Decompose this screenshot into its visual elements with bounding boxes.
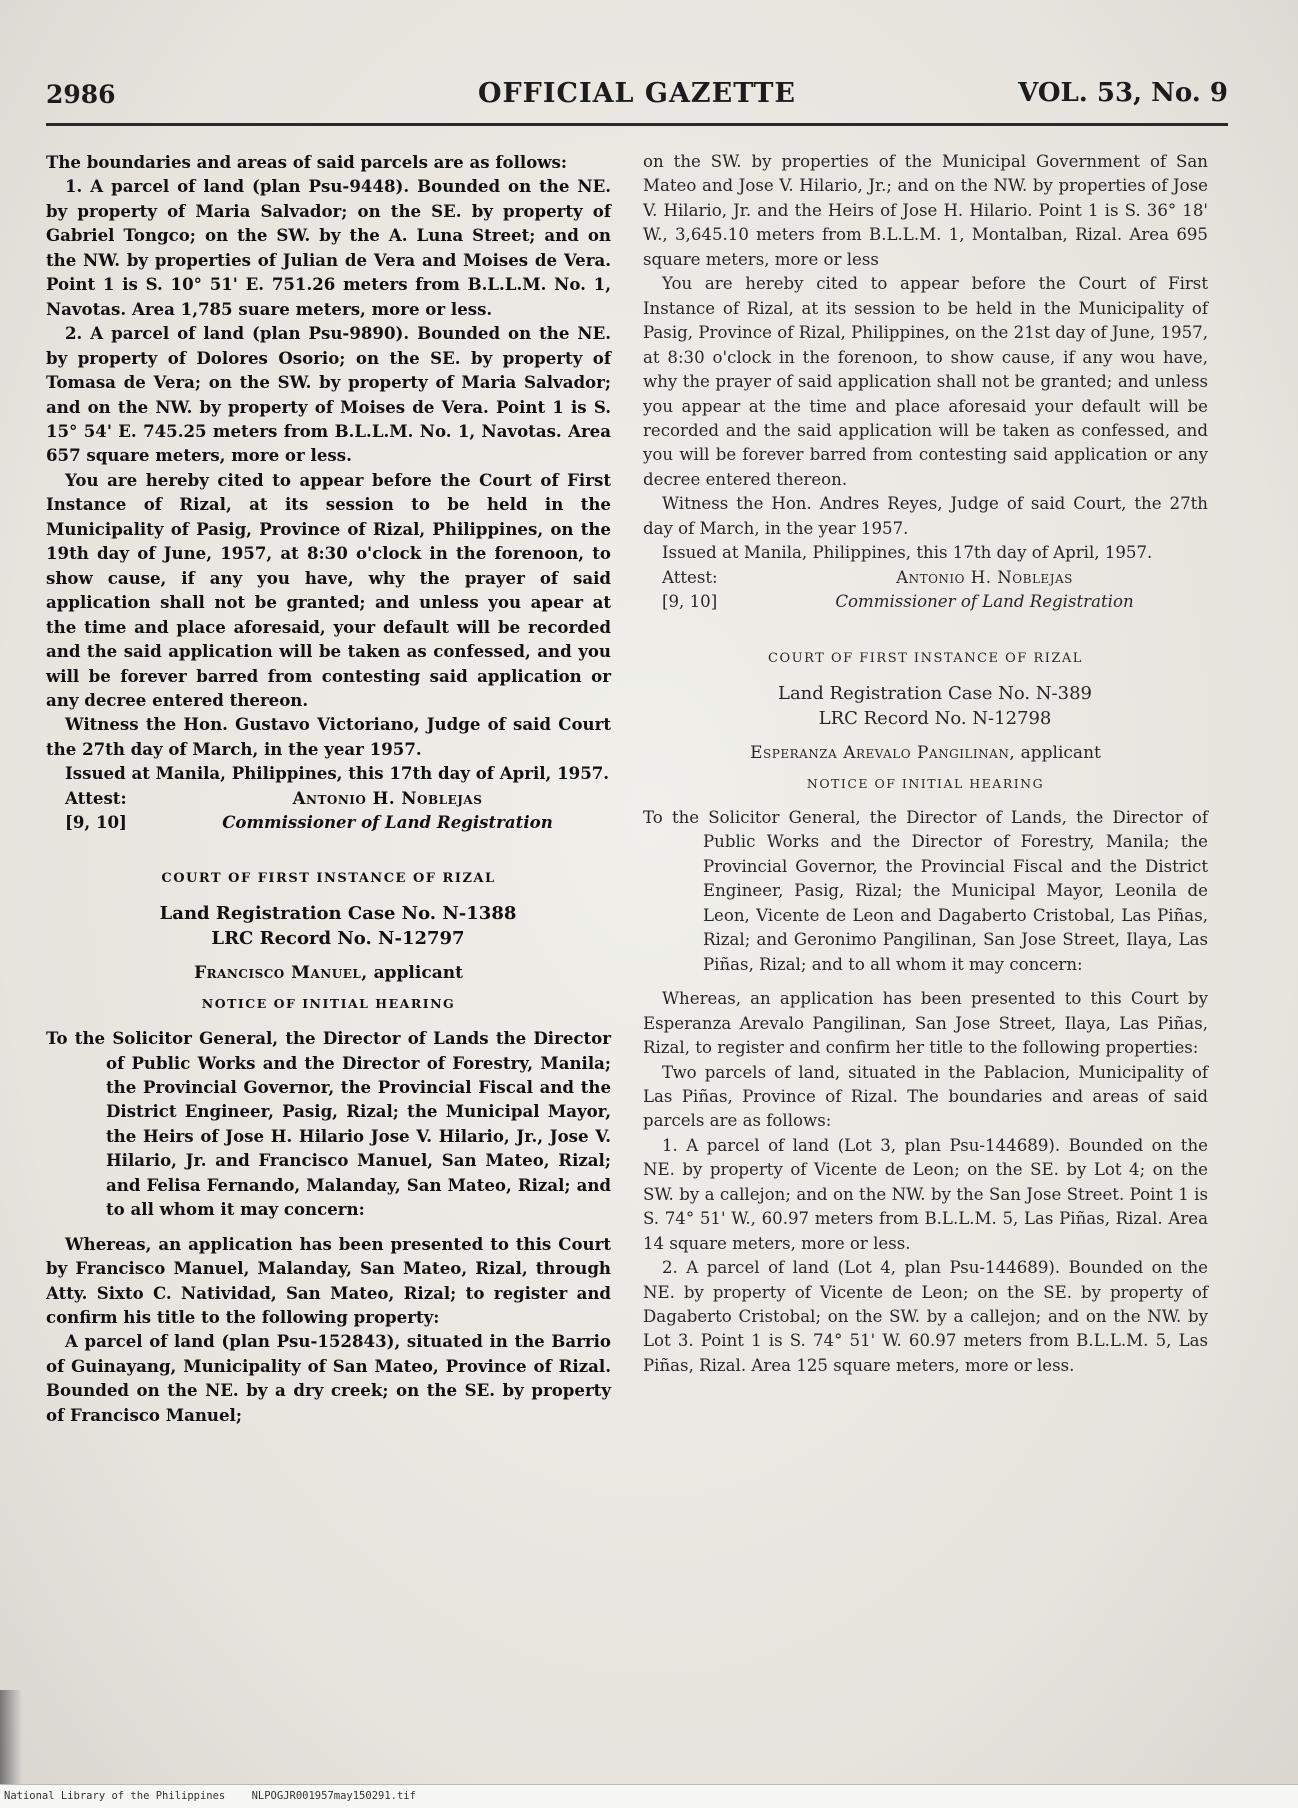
header-rule <box>46 123 1228 126</box>
paragraph: You are hereby cited to appear before the Court of First Instance of Rizal, at its session to be held in the Municipality of Pasig, Province of Rizal, Philippines, on the 19th day of June, 1957, at 8:30 o'clock in the forenoon, to show cause, if any you have, why the prayer of said application shall not be granted; and unless you apear at the time and place aforesaid, your default will be recorded and the said application will be taken as confessed, and you will be forever barred from contesting said application or any decree entered thereon. <box>46 469 611 710</box>
case-number: Land Registration Case No. N-389 <box>778 683 1092 705</box>
scan-edge-shadow <box>0 1690 22 1784</box>
notice-heading: NOTICE OF INITIAL HEARING <box>201 995 456 1011</box>
commissioner-title: Commissioner of Land Registration <box>835 592 1134 612</box>
paragraph: Witness the Hon. Andres Reyes, Judge of said Court, the 27th day of March, in the year 1957. <box>643 494 1208 538</box>
paragraph: on the SW. by properties of the Municipal Government of San Mateo and Jose V. Hilario, Jr.; and on the NW. by properties of Jose V. Hilario, Jr. and the Heirs of Jose H. Hilario. Point 1 is S. 36° 18' W., 3,645.10 meters from B.L.L.M. 1, Montalban, Rizal. Area 695 square meters, more or less <box>643 152 1208 269</box>
issue-reference: [9, 10] <box>65 812 127 833</box>
attest-label: Attest: <box>65 787 127 808</box>
addressees: To the Solicitor General, the Director of Lands the Director of Public Works and the Director of Forestry, Manila; the Provincial Governor, the Provincial Fiscal and the District Engineer, Pasig, Rizal; the Municipal Mayor, the Heirs of Jose H. Hilario Jose V. Hilario, Jr., Jose V. Hilario, Jr. and Francisco Manuel, San Mateo, Rizal; and Felisa Fernando, Malanday, San Mateo, Rizal; and to all whom it may concern: <box>46 1028 611 1220</box>
paragraph: 2. A parcel of land (Lot 4, plan Psu-144689). Bounded on the NE. by property of Vicente de Leon; on the SE. by property of Dagaberto Cristobal; on the SW. by a callejon; and on the NW. by Lot 3. Point 1 is S. 74° 51' W. 60.97 meters from B.L.L.M. 5, Las Piñas, Rizal. Area 125 square meters, more or less. <box>643 1258 1208 1375</box>
paragraph: Whereas, an application has been presented to this Court by Esperanza Arevalo Pangilinan, San Jose Street, Ilaya, Las Piñas, Rizal, to register and confirm her title to the following properties: <box>643 989 1208 1058</box>
applicant-line <box>643 741 1208 765</box>
paragraph: Witness the Hon. Gustavo Victoriano, Judge of said Court the 27th day of March, in the year 1957. <box>46 714 611 759</box>
paragraph: 1. A parcel of land (Lot 3, plan Psu-144689). Bounded on the NE. by property of Vicente de Leon; on the SE. by Lot 4; on the SW. by a callejon; and on the NW. by the San Jose Street. Point 1 is S. 74° 51' W., 60.97 meters from B.L.L.M. 5, Las Piñas, Rizal. Area 14 square meters, more or less. <box>643 1135 1208 1253</box>
paragraph: 1. A parcel of land (plan Psu-9448). Bounded on the NE. by property of Maria Salvador; on the SE. by property of Gabriel Tongco; on the SW. by the A. Luna Street; and on the NW. by properties of Julian de Vera and Moises de Vera. Point 1 is S. 10° 51' E. 751.26 meters from B.L.L.M. No. 1, Navotas. Area 1,785 suare meters, more or less. <box>46 176 611 319</box>
applicant-suffix: applicant <box>1015 743 1101 764</box>
attest-line <box>643 566 1208 590</box>
footer-file: NLPOGJR001957may150291.tif <box>251 1790 416 1802</box>
notice-heading: NOTICE OF INITIAL HEARING <box>806 775 1045 791</box>
court-heading: COURT OF FIRST INSTANCE OF RIZAL <box>768 650 1083 666</box>
applicant-name: Esperanza Arevalo Pangilinan, <box>750 743 1016 764</box>
applicant-name: Francisco Manuel, <box>194 963 368 984</box>
applicant-line <box>46 961 611 985</box>
paragraph: Issued at Manila, Philippines, this 17th day of April, 1957. <box>65 763 610 784</box>
lrc-record: LRC Record No. N-12798 <box>818 708 1052 730</box>
attest-name: Antonio H. Noblejas <box>292 787 483 808</box>
publication-title: OFFICIAL GAZETTE <box>477 78 797 109</box>
page-number: 2986 <box>46 80 116 109</box>
commissioner-line <box>46 810 611 834</box>
footer-source: National Library of the Philippines <box>4 1790 226 1802</box>
paragraph: Whereas, an application has been presented to this Court by Francisco Manuel, Malanday, San Mateo, Rizal, through Atty. Sixto C. Natividad, San Mateo, Rizal; to register and confirm his title to the following property: <box>46 1233 611 1328</box>
commissioner-line <box>643 590 1208 614</box>
page-header <box>46 70 1228 118</box>
issue-reference: [9, 10] <box>662 592 718 612</box>
attest-line <box>46 786 611 810</box>
scan-footer <box>0 1784 1298 1808</box>
addressees: To the Solicitor General, the Director of Lands, the Director of Public Works and the Director of Forestry, Manila; the Provincial Governor, the Provincial Fiscal and the District Engineer, Pasig, Rizal; the Municipal Mayor, Leonila de Leon, Vicente de Leon and Dagaberto Cristobal, Las Piñas, Rizal; and Geronimo Pangilinan, San Jose Street, Ilaya, Las Piñas, Rizal; and to all whom it may concern: <box>643 807 1208 974</box>
left-column <box>46 150 611 1427</box>
paragraph: The boundaries and areas of said parcels are as follows: <box>46 152 568 172</box>
right-column <box>643 150 1208 1378</box>
paragraph: Two parcels of land, situated in the Pablacion, Municipality of Las Piñas, Province of Rizal. The boundaries and areas of said parcels are as follows: <box>643 1062 1208 1131</box>
lrc-record: LRC Record No. N-12797 <box>211 928 465 950</box>
applicant-suffix: applicant <box>367 963 463 984</box>
court-heading: COURT OF FIRST INSTANCE OF RIZAL <box>161 870 496 886</box>
attest-label: Attest: <box>662 567 718 587</box>
volume-label: VOL. 53, No. 9 <box>1018 78 1228 108</box>
paragraph: You are hereby cited to appear before the Court of First Instance of Rizal, at its session to be held in the Municipality of Pasig, Province of Rizal, Philippines, on the 21st day of June, 1957, at 8:30 o'clock in the forenoon, to show cause, if any wou have, why the prayer of said application shall not be granted; and unless you appear at the time and place aforesaid your default will be recorded and the said application will be taken as confessed, and you will be forever barred from contesting said application or any decree entered thereon. <box>643 274 1208 489</box>
attest-name: Antonio H. Noblejas <box>896 567 1073 587</box>
paragraph: 2. A parcel of land (plan Psu-9890). Bounded on the NE. by property of Dolores Osorio; on the SE. by property of Tomasa de Vera; on the SW. by property of Maria Salvador; and on the NW. by property of Moises de Vera. Point 1 is S. 15° 54' E. 745.25 meters from B.L.L.M. No. 1, Navotas. Area 657 square meters, more or less. <box>46 323 611 466</box>
commissioner-title: Commissioner of Land Registration <box>222 812 553 833</box>
case-number: Land Registration Case No. N-1388 <box>159 903 517 925</box>
paragraph: A parcel of land (plan Psu-152843), situated in the Barrio of Guinayang, Municipality of San Mateo, Province of Rizal. Bounded on the NE. by a dry creek; on the SE. by property of Francisco Manuel; <box>46 1331 611 1425</box>
paragraph: Issued at Manila, Philippines, this 17th day of April, 1957. <box>662 543 1153 563</box>
